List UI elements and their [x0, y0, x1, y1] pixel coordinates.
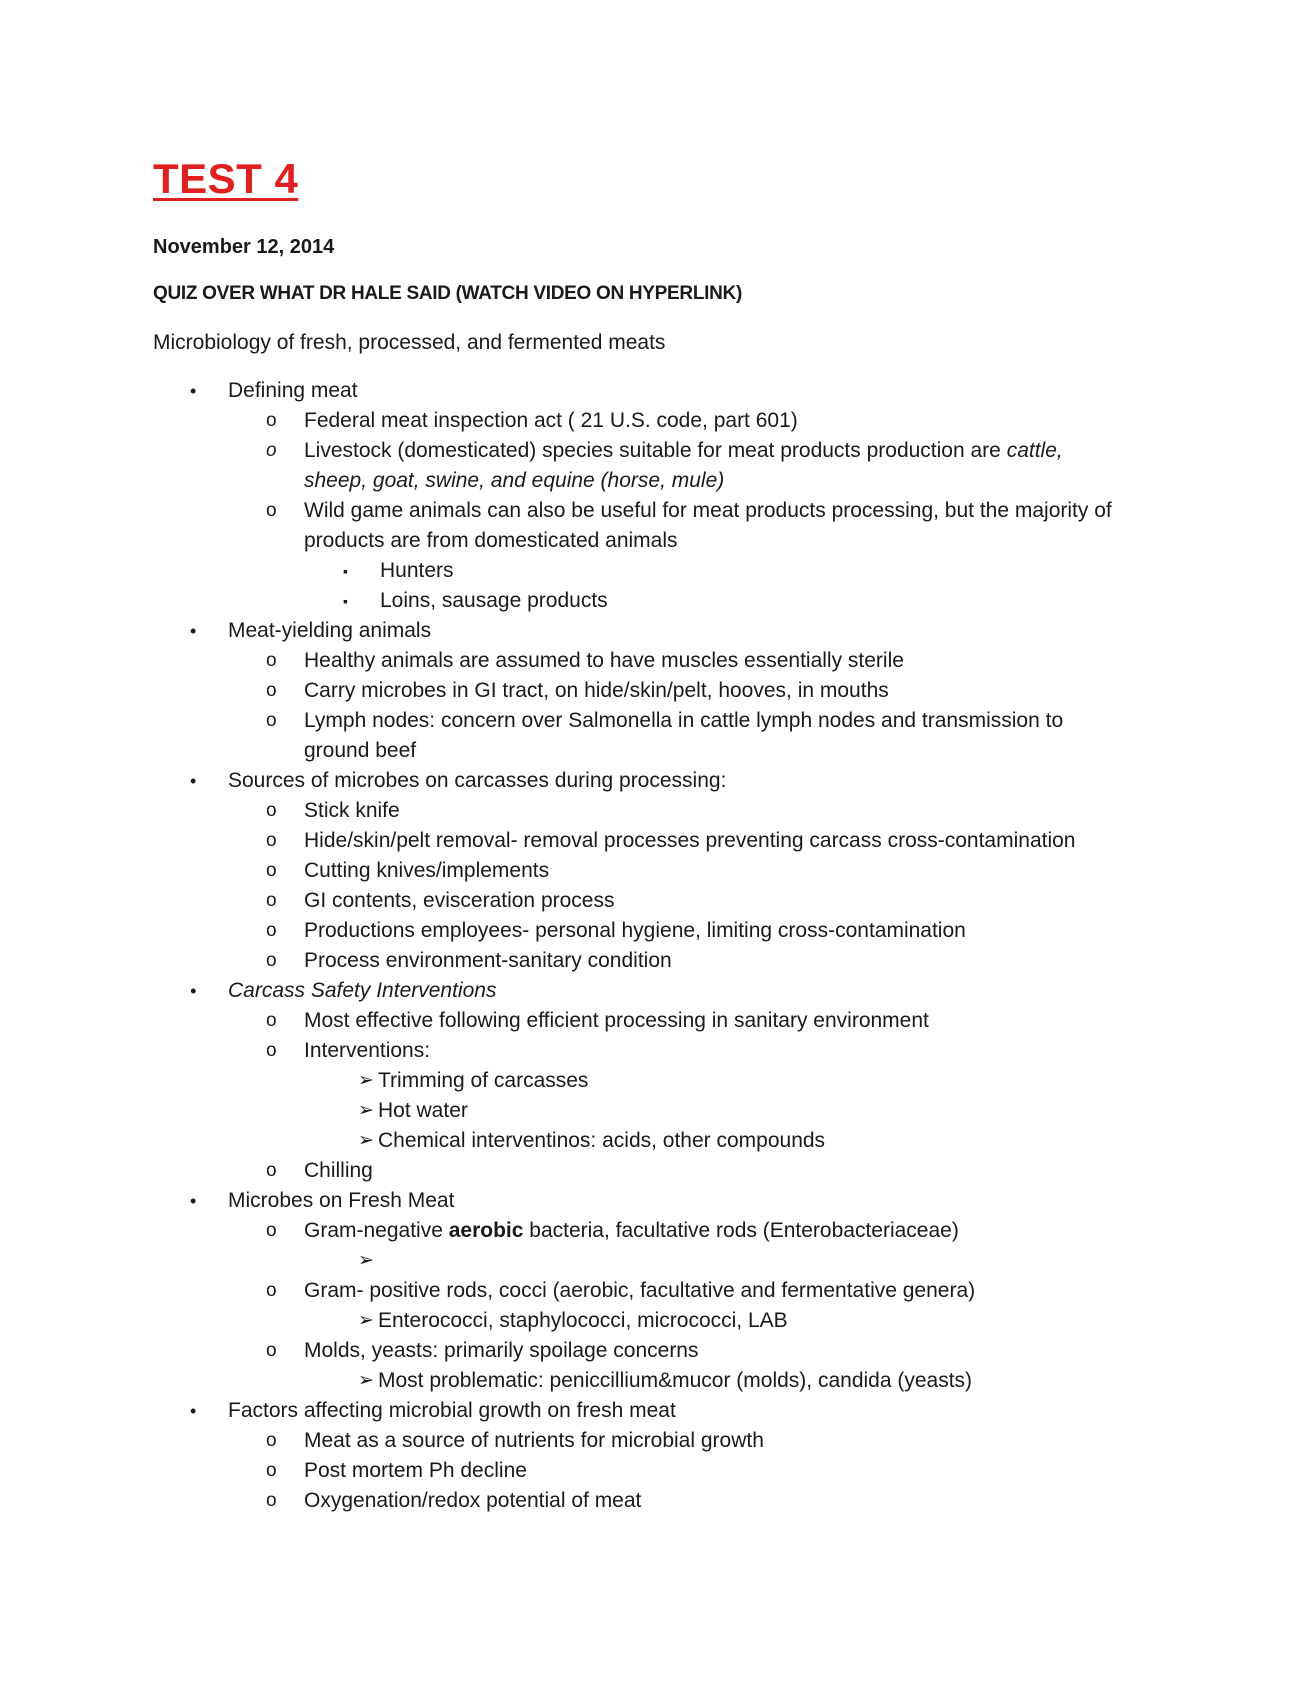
bullet-circle-icon: o: [266, 650, 277, 671]
outline-subitem: [0, 1216, 1306, 1246]
outline-subitem-text: [304, 1216, 959, 1246]
outline-item-label: Sources of microbes on carcasses during processing:: [228, 769, 727, 792]
outline-subitem: [0, 916, 1306, 946]
outline-subitem-text: Hide/skin/pelt removal- removal processes preventing carcass cross-contamination: [304, 829, 1076, 852]
outline-item-label: Factors affecting microbial growth on fresh meat: [228, 1399, 676, 1422]
bullet-dot-icon: •: [190, 981, 197, 1001]
bullet-circle-icon: o: [266, 410, 277, 431]
outline-subitem: [0, 406, 1306, 436]
bullet-circle-icon: o: [266, 1160, 277, 1181]
bullet-circle-icon: o: [266, 860, 277, 881]
text-run: Gram-negative: [304, 1219, 449, 1242]
arrow-bullet-icon: ➢: [358, 1070, 374, 1091]
bullet-dot-icon: •: [190, 381, 197, 401]
bullet-circle-icon: o: [266, 1280, 277, 1301]
outline-subsubitem-text: Loins, sausage products: [380, 589, 608, 612]
bullet-circle-icon: o: [266, 1010, 277, 1031]
outline-item-label: Defining meat: [228, 379, 358, 402]
outline-subitem-text: Process environment-sanitary condition: [304, 949, 672, 972]
bullet-dot-icon: •: [190, 621, 197, 641]
outline-subsubitem: [0, 556, 1306, 586]
bullet-circle-icon: o: [266, 1460, 277, 1481]
outline-subitem-text: Federal meat inspection act ( 21 U.S. code, part 601): [304, 409, 798, 432]
outline-item: [0, 1396, 1306, 1426]
outline-arrow-text: Hot water: [378, 1099, 468, 1122]
outline-arrow-item: [0, 1126, 1306, 1156]
outline-item: [0, 616, 1306, 646]
bullet-circle-icon: o: [266, 890, 277, 911]
outline-subitem: [0, 1426, 1306, 1456]
outline-subitem: [0, 1156, 1306, 1186]
bullet-square-icon: ▪: [343, 563, 348, 579]
bullet-circle-icon: o: [266, 1040, 277, 1061]
bullet-circle-icon: o: [266, 1220, 277, 1241]
outline-subitem-text: Post mortem Ph decline: [304, 1459, 527, 1482]
bullet-circle-icon: o: [266, 830, 277, 851]
outline-item-label: Carcass Safety Interventions: [228, 979, 497, 1002]
outline-subitem-text: Meat as a source of nutrients for microbial growth: [304, 1429, 764, 1452]
outline-subitem-text: Cutting knives/implements: [304, 859, 550, 882]
arrow-bullet-icon: ➢: [358, 1100, 374, 1121]
outline-item: [0, 766, 1306, 796]
outline-subitem-text: GI contents, evisceration process: [304, 889, 615, 912]
outline-arrow-text: Chemical interventinos: acids, other compounds: [378, 1129, 826, 1152]
topic-subtitle: Microbiology of fresh, processed, and fermented meats: [153, 331, 666, 354]
outline-subitem: [0, 1336, 1306, 1366]
outline-subitem: [0, 946, 1306, 976]
outline-subitem: [0, 1276, 1306, 1306]
bullet-circle-icon: o: [266, 950, 277, 971]
bullet-dot-icon: •: [190, 1191, 197, 1211]
arrow-bullet-icon: ➢: [358, 1310, 374, 1331]
page-title: TEST 4: [153, 155, 299, 202]
outline-subitem: [0, 826, 1306, 856]
arrow-bullet-icon: ➢: [358, 1370, 374, 1391]
outline-subitem: [0, 886, 1306, 916]
outline-subitem-text: Healthy animals are assumed to have muscles essentially sterile: [304, 649, 904, 672]
date-heading: November 12, 2014: [153, 236, 335, 258]
outline-item-label: Meat-yielding animals: [228, 619, 432, 642]
outline-subitem-text: Interventions:: [304, 1039, 431, 1062]
outline-subitem: [0, 676, 1306, 706]
bullet-circle-icon: o: [266, 1430, 277, 1451]
outline-subitem-text: Chilling: [304, 1159, 373, 1182]
arrow-bullet-icon: ➢: [358, 1250, 374, 1271]
outline-subitem-text: Productions employees- personal hygiene, limiting cross-contamination: [304, 919, 966, 942]
bullet-circle-icon: o: [266, 680, 277, 701]
outline-subitem: [0, 1486, 1306, 1516]
bullet-circle-icon: o: [266, 1340, 277, 1361]
outline-item: [0, 376, 1306, 406]
outline-arrow-item: [0, 1306, 1306, 1336]
outline-subitem-text: products are from domesticated animals: [304, 529, 678, 552]
bullet-dot-icon: •: [190, 771, 197, 791]
outline-arrow-item: [0, 1096, 1306, 1126]
notes-outline: [0, 376, 1306, 1516]
outline-subitem: [0, 796, 1306, 826]
outline-subsubitem: [0, 586, 1306, 616]
outline-subitem-text: [304, 436, 1063, 466]
outline-arrow-item: [0, 1366, 1306, 1396]
outline-subsubitem-text: Hunters: [380, 559, 454, 582]
outline-arrow-item-empty: [0, 1246, 1306, 1276]
outline-subitem-text: Carry microbes in GI tract, on hide/skin/pelt, hooves, in mouths: [304, 679, 889, 702]
outline-subitem: [0, 646, 1306, 676]
quiz-note: QUIZ OVER WHAT DR HALE SAID (WATCH VIDEO ON HYPERLINK): [153, 283, 742, 304]
outline-arrow-text: Enterococci, staphylococci, micrococci, LAB: [378, 1309, 788, 1332]
outline-subitem: [0, 856, 1306, 886]
outline-subitem-continuation: [0, 736, 1306, 766]
outline-subitem: [0, 1006, 1306, 1036]
bullet-circle-icon: o: [266, 710, 277, 731]
outline-subitem: [0, 1456, 1306, 1486]
outline-subitem: [0, 706, 1306, 736]
bullet-circle-icon: o: [266, 800, 277, 821]
outline-subitem-text: Most effective following efficient processing in sanitary environment: [304, 1009, 929, 1032]
outline-subitem-text: Lymph nodes: concern over Salmonella in cattle lymph nodes and transmission to: [304, 709, 1064, 732]
outline-item-label: Microbes on Fresh Meat: [228, 1189, 455, 1212]
outline-subitem-text: Stick knife: [304, 799, 400, 822]
text-run: bacteria, facultative rods (Enterobacteriaceae): [523, 1219, 959, 1242]
bullet-circle-icon: o: [266, 500, 277, 521]
outline-subitem-text: ground beef: [304, 739, 417, 762]
outline-subitem: [0, 436, 1306, 466]
italic-text-run: cattle,: [1006, 439, 1063, 462]
outline-subitem-text: Gram- positive rods, cocci (aerobic, facultative and fermentative genera): [304, 1279, 976, 1302]
outline-subitem: [0, 1036, 1306, 1066]
outline-subitem-continuation: [0, 526, 1306, 556]
outline-arrow-item: [0, 1066, 1306, 1096]
outline-arrow-text: Trimming of carcasses: [378, 1069, 589, 1092]
bullet-circle-icon: o: [266, 440, 277, 461]
bullet-circle-icon: o: [266, 920, 277, 941]
outline-subitem-text: Wild game animals can also be useful for meat products processing, but the majority of: [304, 499, 1112, 522]
text-run: Livestock (domesticated) species suitable for meat products production are: [304, 439, 1007, 462]
arrow-bullet-icon: ➢: [358, 1130, 374, 1151]
outline-subitem-text: Molds, yeasts: primarily spoilage concerns: [304, 1339, 699, 1362]
outline-subitem: [0, 496, 1306, 526]
outline-subitem-text: sheep, goat, swine, and equine (horse, mule): [304, 469, 725, 492]
outline-arrow-text: Most problematic: peniccillium&mucor (molds), candida (yeasts): [378, 1369, 973, 1392]
bold-text-run: aerobic: [448, 1219, 524, 1242]
outline-item: [0, 1186, 1306, 1216]
outline-subitem-text: Oxygenation/redox potential of meat: [304, 1489, 642, 1512]
outline-subitem-continuation: [0, 466, 1306, 496]
bullet-square-icon: ▪: [343, 593, 348, 609]
outline-item: [0, 976, 1306, 1006]
bullet-circle-icon: o: [266, 1490, 277, 1511]
bullet-dot-icon: •: [190, 1401, 197, 1421]
